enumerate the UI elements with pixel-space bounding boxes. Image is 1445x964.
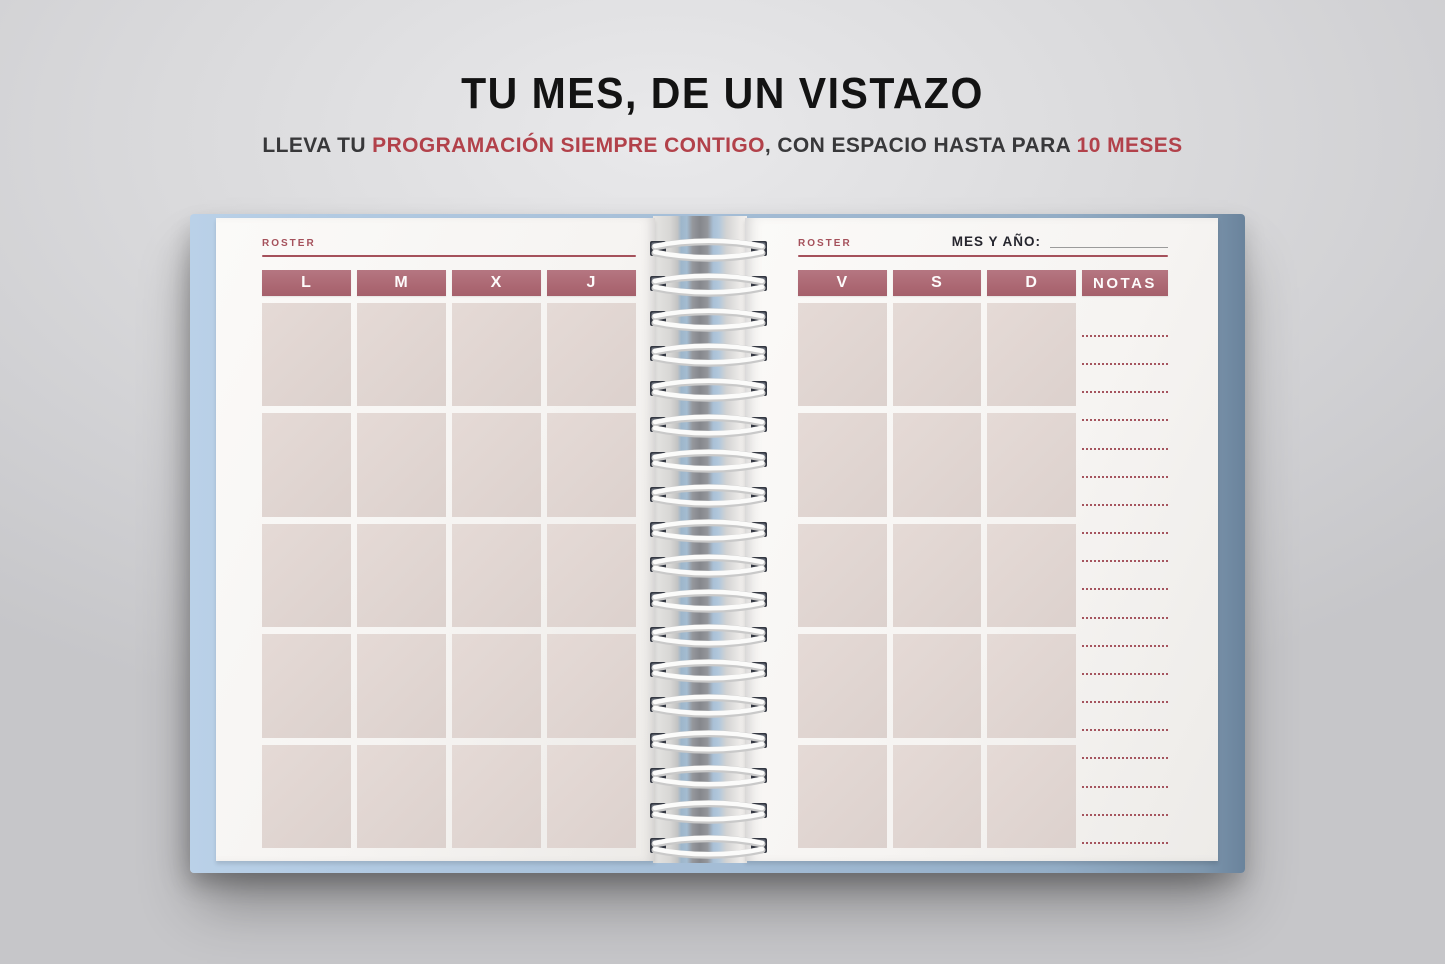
calendar-cell (262, 303, 351, 406)
hero-title: TU MES, DE UN VISTAZO (461, 68, 984, 118)
calendar-cell (452, 303, 541, 406)
left-calendar-grid (262, 303, 636, 848)
calendar-cell (547, 524, 636, 627)
spiral-binding (648, 236, 770, 859)
divider-line (798, 255, 1168, 257)
notebook-mockup (190, 214, 1245, 873)
left-page (216, 218, 655, 861)
spiral-coil-icon (648, 447, 770, 473)
calendar-cell (987, 303, 1076, 406)
right-page (745, 218, 1218, 861)
calendar-cell (357, 634, 446, 737)
month-year-label: MES Y AÑO: (951, 234, 1041, 249)
page-label: ROSTER (798, 238, 852, 249)
page-label: ROSTER (262, 238, 316, 249)
left-day-header-row (262, 270, 636, 296)
spiral-coil-icon (648, 552, 770, 578)
spiral-coil-icon (648, 833, 770, 859)
day-header-cell: J (547, 270, 636, 296)
notes-dotted-line (1082, 617, 1168, 619)
right-page-toprow (798, 234, 1168, 249)
notes-dotted-line (1082, 476, 1168, 478)
notes-dotted-line (1082, 729, 1168, 731)
day-header-cell: V (798, 270, 887, 296)
notes-dotted-line (1082, 532, 1168, 534)
notes-column (1082, 303, 1168, 848)
calendar-cell (798, 413, 887, 516)
day-header-cell: D (987, 270, 1076, 296)
spiral-coil-icon (648, 517, 770, 543)
calendar-cell (987, 413, 1076, 516)
spiral-coil-icon (648, 412, 770, 438)
subtitle-segment: , CON ESPACIO HASTA PARA (764, 134, 1077, 157)
calendar-cell (893, 303, 982, 406)
calendar-cell (893, 745, 982, 848)
spiral-coil-icon (648, 271, 770, 297)
spiral-coil-icon (648, 763, 770, 789)
calendar-cell (798, 634, 887, 737)
subtitle-segment: LLEVA TU (262, 134, 373, 157)
calendar-cell (893, 413, 982, 516)
spiral-coil-icon (648, 657, 770, 683)
divider-line (262, 255, 636, 257)
notes-dotted-line (1082, 448, 1168, 450)
calendar-cell (357, 745, 446, 848)
calendar-cell (547, 634, 636, 737)
calendar-cell (357, 413, 446, 516)
spiral-coil-icon (648, 622, 770, 648)
left-page-toprow (262, 234, 636, 249)
calendar-cell (547, 303, 636, 406)
notes-dotted-line (1082, 504, 1168, 506)
subtitle-segment-highlight: 10 MESES (1076, 134, 1183, 157)
spiral-coil-icon (648, 341, 770, 367)
spiral-coil-icon (648, 482, 770, 508)
day-header-cell: S (893, 270, 982, 296)
day-header-cell: M (357, 270, 446, 296)
calendar-cell (987, 524, 1076, 627)
notes-dotted-line (1082, 588, 1168, 590)
notes-dotted-line (1082, 757, 1168, 759)
spiral-coil-icon (648, 728, 770, 754)
notes-dotted-line (1082, 786, 1168, 788)
notes-dotted-line (1082, 560, 1168, 562)
hero-subtitle (0, 134, 1445, 158)
notes-header-cell: NOTAS (1082, 270, 1168, 296)
subtitle-segment-highlight: PROGRAMACIÓN SIEMPRE CONTIGO (372, 134, 765, 157)
calendar-cell (452, 745, 541, 848)
notes-dotted-line (1082, 814, 1168, 816)
spiral-coil-icon (648, 587, 770, 613)
calendar-cell (357, 303, 446, 406)
calendar-cell (452, 413, 541, 516)
spiral-coil-icon (648, 236, 770, 262)
notes-dotted-line (1082, 842, 1168, 844)
calendar-cell (262, 745, 351, 848)
notes-dotted-line (1082, 335, 1168, 337)
spiral-coil-icon (648, 798, 770, 824)
day-header-cell: X (452, 270, 541, 296)
calendar-cell (893, 524, 982, 627)
notes-dotted-line (1082, 363, 1168, 365)
calendar-cell (357, 524, 446, 627)
calendar-cell (262, 524, 351, 627)
notes-dotted-line (1082, 419, 1168, 421)
spiral-coil-icon (648, 692, 770, 718)
notes-dotted-line (1082, 645, 1168, 647)
month-year-blank-line (1050, 247, 1168, 248)
spiral-coil-icon (648, 306, 770, 332)
calendar-cell (547, 413, 636, 516)
calendar-cell (452, 524, 541, 627)
calendar-cell (798, 303, 887, 406)
notes-dotted-line (1082, 701, 1168, 703)
day-header-cell: L (262, 270, 351, 296)
calendar-cell (547, 745, 636, 848)
month-year-field (952, 234, 1168, 249)
notes-dotted-line (1082, 391, 1168, 393)
calendar-cell (893, 634, 982, 737)
calendar-cell (987, 745, 1076, 848)
calendar-cell (798, 524, 887, 627)
calendar-cell (798, 745, 887, 848)
spiral-coil-icon (648, 376, 770, 402)
calendar-cell (987, 634, 1076, 737)
notes-dotted-line (1082, 673, 1168, 675)
right-calendar-grid (798, 303, 1168, 848)
calendar-cell (452, 634, 541, 737)
calendar-cell (262, 413, 351, 516)
hero-section (0, 0, 1445, 158)
right-day-header-row (798, 270, 1168, 296)
calendar-cell (262, 634, 351, 737)
